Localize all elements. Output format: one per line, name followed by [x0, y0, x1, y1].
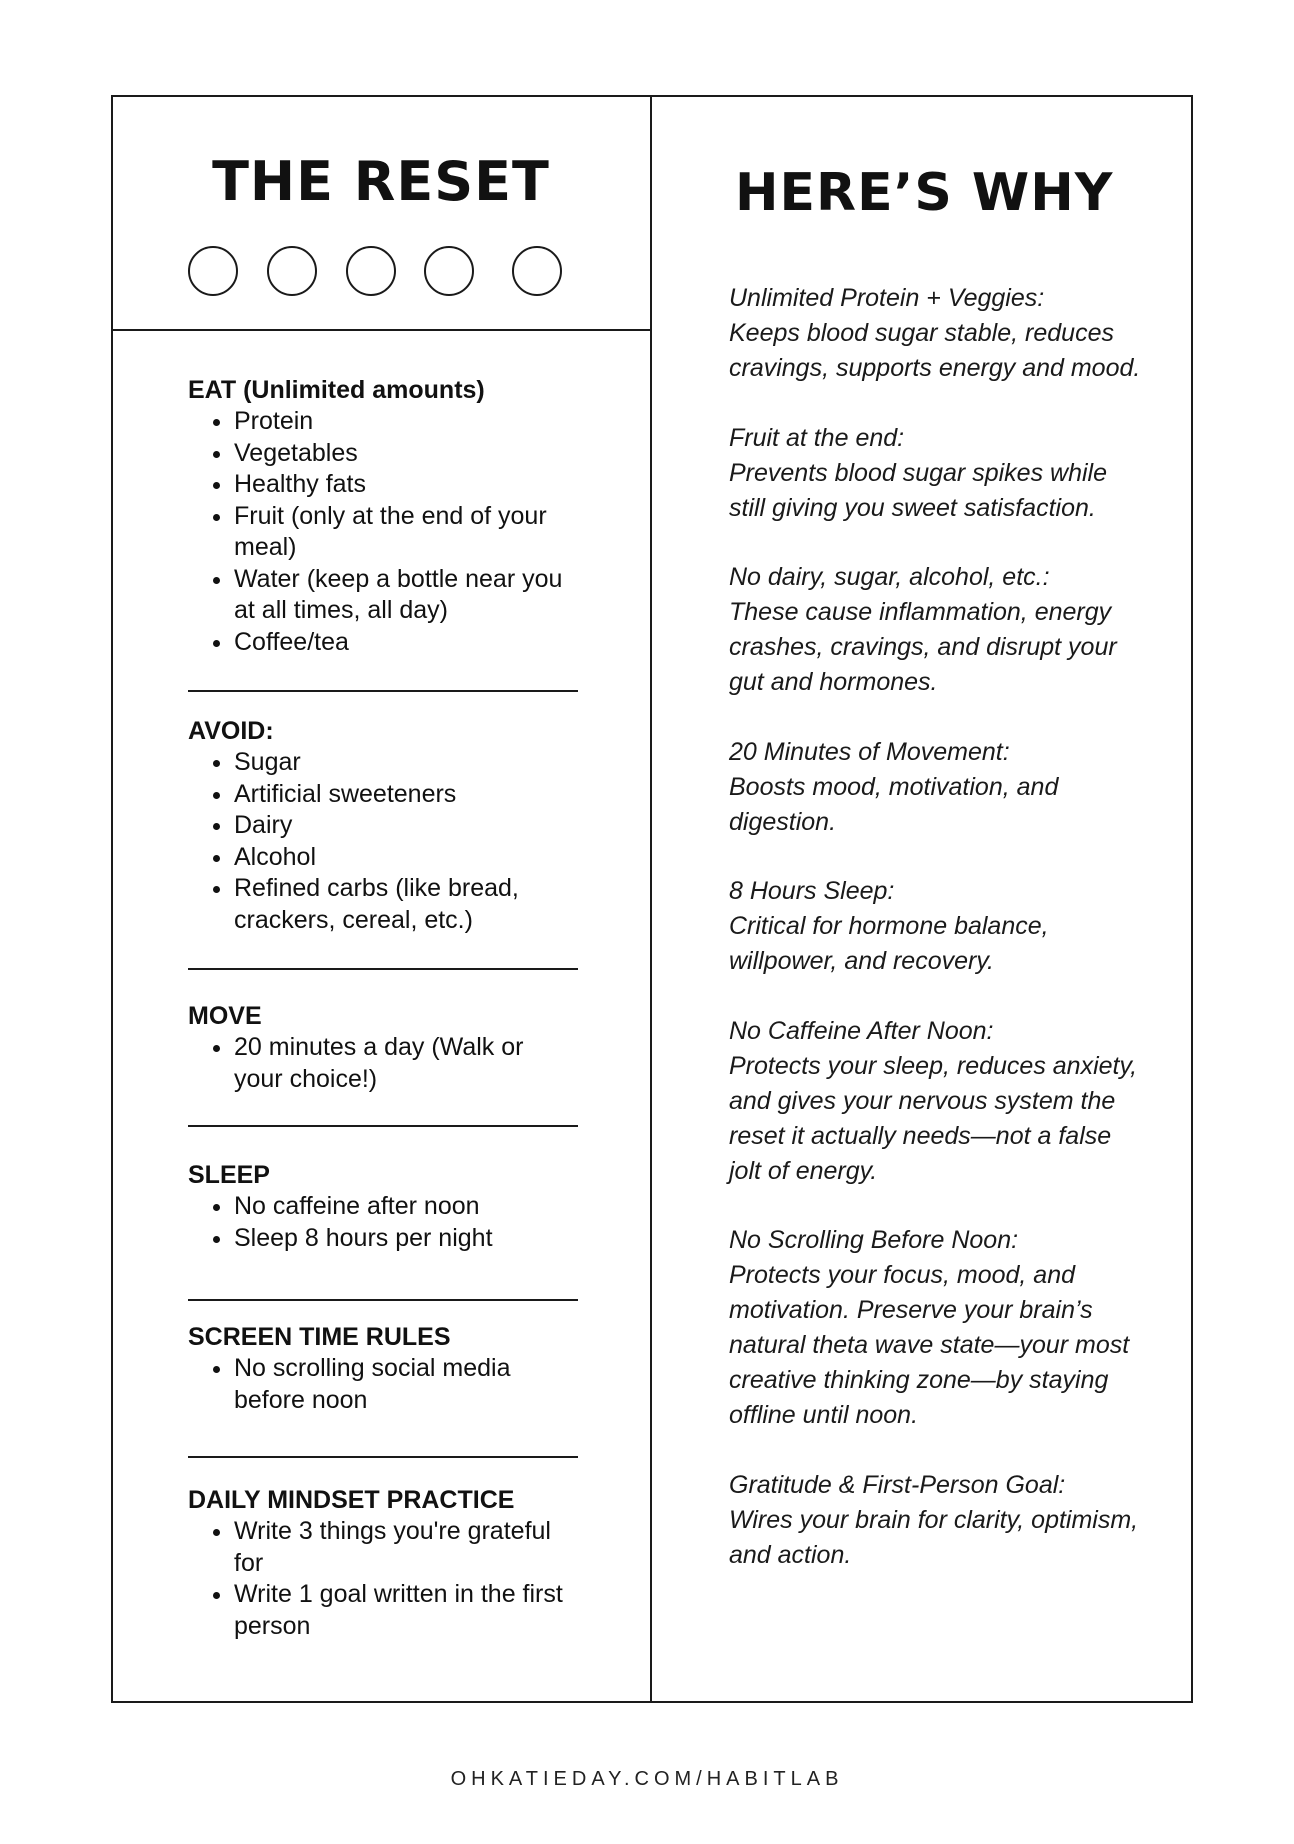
section-avoid	[188, 715, 578, 936]
reason-label: Fruit at the end:	[729, 423, 905, 452]
section-heading: SCREEN TIME RULES	[188, 1323, 451, 1351]
reason-text: Keeps blood sugar stable, reduces cravings, supports energy and mood.	[729, 319, 1141, 382]
header-rule	[111, 329, 651, 331]
section-divider	[188, 1456, 578, 1458]
section-move	[188, 1000, 578, 1095]
reasons-list	[729, 281, 1149, 1607]
list-item: • Water (keep a bottle near you at all times, all day)	[234, 564, 578, 627]
reason-item	[729, 1468, 1149, 1573]
list-item: • Write 1 goal written in the first person	[234, 1579, 578, 1642]
list-item: • Fruit (only at the end of your meal)	[234, 501, 578, 564]
list-item: • No caffeine after noon	[234, 1191, 578, 1223]
list-item: • Vegetables	[234, 438, 578, 470]
column-divider	[650, 95, 652, 1703]
section-heading: MOVE	[188, 1002, 262, 1030]
reason-text: Boosts mood, motivation, and digestion.	[729, 772, 1059, 836]
reason-label: No dairy, sugar, alcohol, etc.:	[729, 563, 1050, 591]
section-mindset	[188, 1484, 578, 1642]
list-item: • 20 minutes a day (Walk or your choice!)	[234, 1032, 578, 1095]
reason-label: 20 Minutes of Movement:	[729, 737, 1010, 766]
reason-label: No Caffeine After Noon:	[729, 1016, 994, 1045]
section-screen-time	[188, 1321, 578, 1416]
reason-item	[729, 281, 1149, 386]
why-title: HERE’S WHY	[735, 163, 1114, 223]
day-checkbox-2[interactable]	[267, 246, 317, 296]
list-item: • Healthy fats	[234, 469, 578, 501]
day-checkbox-3[interactable]	[346, 246, 396, 296]
list-item: • Sugar	[234, 747, 578, 779]
reason-item	[729, 421, 1149, 526]
list-item: • Dairy	[234, 810, 578, 842]
reason-item	[729, 1223, 1149, 1433]
section-eat	[188, 374, 578, 658]
reset-title: THE RESET	[212, 150, 550, 213]
section-heading: AVOID:	[188, 717, 274, 745]
day-tracker	[188, 246, 568, 296]
reason-text: These cause inflammation, energy crashes, cravings, and disrupt your gut and hormones.	[729, 598, 1117, 696]
reason-text: Protects your sleep, reduces anxiety, and gives your nervous system the reset it actually needs—not a false jolt of energy.	[729, 1051, 1138, 1185]
day-checkbox-1[interactable]	[188, 246, 238, 296]
section-divider	[188, 690, 578, 692]
reason-text: Protects your focus, mood, and motivation. Preserve your brain’s natural theta wave state—your most creative thinking zone—by staying offline until noon.	[729, 1261, 1130, 1429]
list-item: • Write 3 things you're grateful for	[234, 1516, 578, 1579]
footer-url[interactable]: OHKATIEDAY.COM/HABITLAB	[450, 1768, 844, 1790]
list-item: • Refined carbs (like bread, crackers, cereal, etc.)	[234, 873, 578, 936]
reason-label: Unlimited Protein + Veggies:	[729, 284, 1045, 312]
reason-label: 8 Hours Sleep:	[729, 877, 895, 905]
section-heading: SLEEP	[188, 1161, 270, 1189]
reason-text: Prevents blood sugar spikes while still giving you sweet satisfaction.	[729, 458, 1107, 522]
section-heading: DAILY MINDSET PRACTICE	[188, 1486, 515, 1514]
section-divider	[188, 1299, 578, 1301]
section-divider	[188, 968, 578, 970]
reason-item	[729, 1014, 1149, 1189]
list-item: • Artificial sweeteners	[234, 779, 578, 811]
day-checkbox-5[interactable]	[512, 246, 562, 296]
reason-text: Wires your brain for clarity, optimism, and action.	[729, 1505, 1139, 1569]
reason-item	[729, 735, 1149, 840]
reason-label: No Scrolling Before Noon:	[729, 1226, 1019, 1254]
rules-list	[188, 374, 578, 1642]
section-heading: EAT (Unlimited amounts)	[188, 376, 485, 404]
section-sleep	[188, 1159, 578, 1254]
day-checkbox-4[interactable]	[424, 246, 474, 296]
reason-item	[729, 560, 1149, 700]
reason-label: Gratitude & First-Person Goal:	[729, 1470, 1066, 1499]
list-item: • Protein	[234, 406, 578, 438]
list-item: • Coffee/tea	[234, 627, 578, 659]
section-divider	[188, 1125, 578, 1127]
list-item: • Sleep 8 hours per night	[234, 1223, 578, 1255]
list-item: • Alcohol	[234, 842, 578, 874]
reason-item	[729, 874, 1149, 979]
reason-text: Critical for hormone balance, willpower, and recovery.	[729, 912, 1049, 975]
list-item: • No scrolling social media before noon	[234, 1353, 578, 1416]
